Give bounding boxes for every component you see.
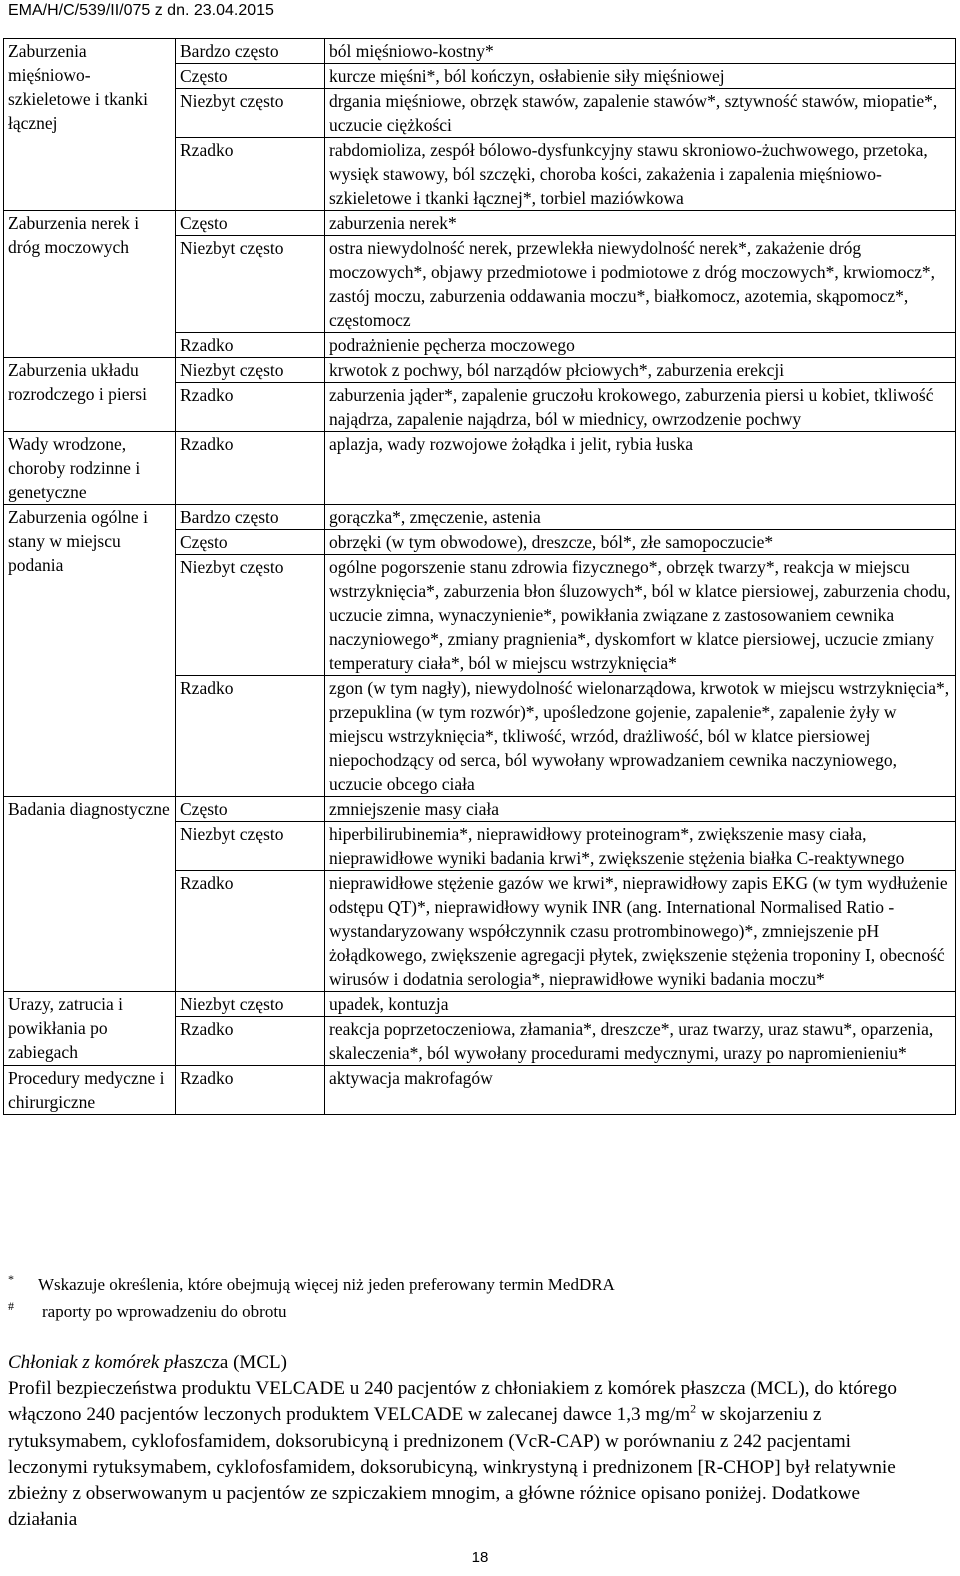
adverse-events-cell: ogólne pogorszenie stanu zdrowia fizycznego*, obrzęk twarzy*, reakcja w miejscu wstrzyknięcia*, zaburzenia błon śluzowych*, ból w klatce piersiowej, zaburzenia chodu, uczucie zimna, wynaczynienie*, powikłania związane z zastosowaniem cewnika naczyniowego*, zmiany pragnienia*, dyskomfort w klatce piersiowej, uczucie zmiany temperatury ciała*, ból w miejscu wstrzyknięcia* [325, 555, 956, 676]
section-paragraph [8, 1376, 933, 1534]
table-row [4, 39, 956, 64]
adverse-events-cell: aplazja, wady rozwojowe żołądka i jelit, rybia łuska [325, 432, 956, 505]
frequency-cell: Niezbyt często [176, 89, 325, 138]
frequency-cell: Bardzo często [176, 39, 325, 64]
adverse-reactions-table [3, 38, 956, 1115]
frequency-cell: Rzadko [176, 138, 325, 211]
frequency-cell: Rzadko [176, 383, 325, 432]
adverse-events-cell: nieprawidłowe stężenie gazów we krwi*, nieprawidłowy zapis EKG (w tym wydłużenie odstępu QT)*, nieprawidłowy wynik INR (ang. International Normalised Ratio - wystandaryzowany współczynnik czasu protrombinowego)*, zmniejszenie pH żołądkowego, zwiększenie agregacji płytek, zwiększenie stężenia troponiny I, obecność wirusów i dodatnia serologia*, nieprawidłowe wyniki badania moczu* [325, 871, 956, 992]
frequency-cell: Rzadko [176, 432, 325, 505]
organ-class-cell: Zaburzenia układu rozrodczego i piersi [4, 358, 176, 432]
adverse-events-cell: zaburzenia jąder*, zapalenie gruczołu krokowego, zaburzenia piersi u kobiet, tkliwość najądrza, zapalenie najądrza, ból w miednicy, owrzodzenie pochwy [325, 383, 956, 432]
adverse-events-cell: aktywacja makrofagów [325, 1066, 956, 1115]
frequency-cell: Rzadko [176, 871, 325, 992]
frequency-cell: Niezbyt często [176, 555, 325, 676]
document-reference: EMA/H/C/539/II/075 z dn. 23.04.2015 [8, 2, 274, 19]
frequency-cell: Rzadko [176, 676, 325, 797]
adverse-events-cell: zaburzenia nerek* [325, 211, 956, 236]
frequency-cell: Często [176, 797, 325, 822]
adverse-events-cell: zgon (w tym nagły), niewydolność wielonarządowa, krwotok w miejscu wstrzyknięcia*, przepuklina (w tym rozwór)*, upośledzone gojenie, zapalenie*, zapalenie żyły w miejscu wstrzyknięcia*, tkliwość, wrzód, drażliwość, ból w klatce piersiowej niepochodzący od serca, ból wywołany wprowadzaniem cewnika naczyniowego, uczucie obcego ciała [325, 676, 956, 797]
frequency-cell: Rzadko [176, 333, 325, 358]
section-title-rest: aszcza (MCL) [178, 1352, 287, 1373]
adverse-events-cell: drgania mięśniowe, obrzęk stawów, zapalenie stawów*, sztywność stawów, miopatie*, uczucie ciężkości [325, 89, 956, 138]
adverse-events-cell: reakcja poprzetoczeniowa, złamania*, dreszcze*, uraz twarzy, uraz stawu*, oparzenia, skaleczenia*, ból wywołany procedurami medycznymi, urazy po napromienieniu* [325, 1017, 956, 1066]
table-row [4, 797, 956, 822]
superscript: 2 [690, 1401, 697, 1416]
frequency-cell: Rzadko [176, 1066, 325, 1115]
adverse-events-cell: zmniejszenie masy ciała [325, 797, 956, 822]
footnote-text: raporty po wprowadzeniu do obrotu [42, 1302, 287, 1321]
adverse-events-cell: gorączka*, zmęczenie, astenia [325, 505, 956, 530]
table-row [4, 358, 956, 383]
table-body [4, 39, 956, 1115]
adverse-events-cell: krwotok z pochwy, ból narządów płciowych*, zaburzenia erekcji [325, 358, 956, 383]
footnote-mark: # [8, 1299, 14, 1313]
frequency-cell: Bardzo często [176, 505, 325, 530]
table-row [4, 1066, 956, 1115]
footnote-text: Wskazuje określenia, które obejmują więcej niż jeden preferowany termin MedDRA [38, 1275, 615, 1294]
section-title-italic: Chłoniak z komórek pł [8, 1352, 179, 1373]
table-row [4, 992, 956, 1017]
organ-class-cell: Procedury medyczne i chirurgiczne [4, 1066, 176, 1115]
footnote-mark: * [8, 1272, 14, 1286]
adverse-events-cell: kurcze mięśni*, ból kończyn, osłabienie siły mięśniowej [325, 64, 956, 89]
table-row [4, 211, 956, 236]
paragraph-part1: Profil bezpieczeństwa produktu VELCADE u 240 pacjentów z chłoniakiem z komórek płaszcza (MCL), do którego włączono 240 pacjentów leczonych produktem VELCADE w zalecanej dawce 1,3 mg/m [8, 1378, 897, 1426]
section-title [8, 1351, 287, 1375]
paragraph-part2: w skojarzeniu z rytuksymabem, cyklofosfamidem, doksorubicyną i prednizonem (VcR-CAP) w porównaniu z 242 pacjentami leczonymi rytuksymabem, cyklofosfamidem, doksorubicyną, winkrystyną i prednizonem [R-CHOP] był relatywnie zbieżny z obserwowanym u pacjentów ze szpiczakiem mnogim, a główne różnice opisano poniżej. Dodatkowe działania [8, 1404, 896, 1531]
organ-class-cell: Zaburzenia mięśniowo-szkieletowe i tkanki łącznej [4, 39, 176, 211]
table-row [4, 505, 956, 530]
adverse-events-cell: rabdomioliza, zespół bólowo-dysfunkcyjny stawu skroniowo-żuchwowego, przetoka, wysięk stawowy, ból szczęki, choroba kości, zakażenia i zapalenia mięśniowo-szkieletowe i tkanki łącznej*, torbiel maziówkowa [325, 138, 956, 211]
frequency-cell: Często [176, 530, 325, 555]
adverse-events-cell: obrzęki (w tym obwodowe), dreszcze, ból*, złe samopoczucie* [325, 530, 956, 555]
adverse-events-cell: ostra niewydolność nerek, przewlekła niewydolność nerek*, zakażenie dróg moczowych*, objawy przedmiotowe i podmiotowe z dróg moczowych*, krwiomocz*, zastój moczu, zaburzenia oddawania moczu*, białkomocz, azotemia, skąpomocz*, częstomocz [325, 236, 956, 333]
organ-class-cell: Zaburzenia ogólne i stany w miejscu podania [4, 505, 176, 797]
adverse-events-cell: ból mięśniowo-kostny* [325, 39, 956, 64]
frequency-cell: Niezbyt często [176, 358, 325, 383]
organ-class-cell: Urazy, zatrucia i powikłania po zabiegach [4, 992, 176, 1066]
page-number: 18 [471, 1549, 489, 1566]
adverse-events-cell: podrażnienie pęcherza moczowego [325, 333, 956, 358]
table-row [4, 432, 956, 505]
frequency-cell: Niezbyt często [176, 992, 325, 1017]
organ-class-cell: Zaburzenia nerek i dróg moczowych [4, 211, 176, 358]
adverse-events-cell: hiperbilirubinemia*, nieprawidłowy proteinogram*, zwiększenie masy ciała, nieprawidłowe wyniki badania krwi*, zwiększenie stężenia białka C-reaktywnego [325, 822, 956, 871]
frequency-cell: Często [176, 64, 325, 89]
frequency-cell: Często [176, 211, 325, 236]
frequency-cell: Niezbyt często [176, 236, 325, 333]
frequency-cell: Niezbyt często [176, 822, 325, 871]
organ-class-cell: Badania diagnostyczne [4, 797, 176, 992]
frequency-cell: Rzadko [176, 1017, 325, 1066]
adverse-events-cell: upadek, kontuzja [325, 992, 956, 1017]
organ-class-cell: Wady wrodzone, choroby rodzinne i genetyczne [4, 432, 176, 505]
